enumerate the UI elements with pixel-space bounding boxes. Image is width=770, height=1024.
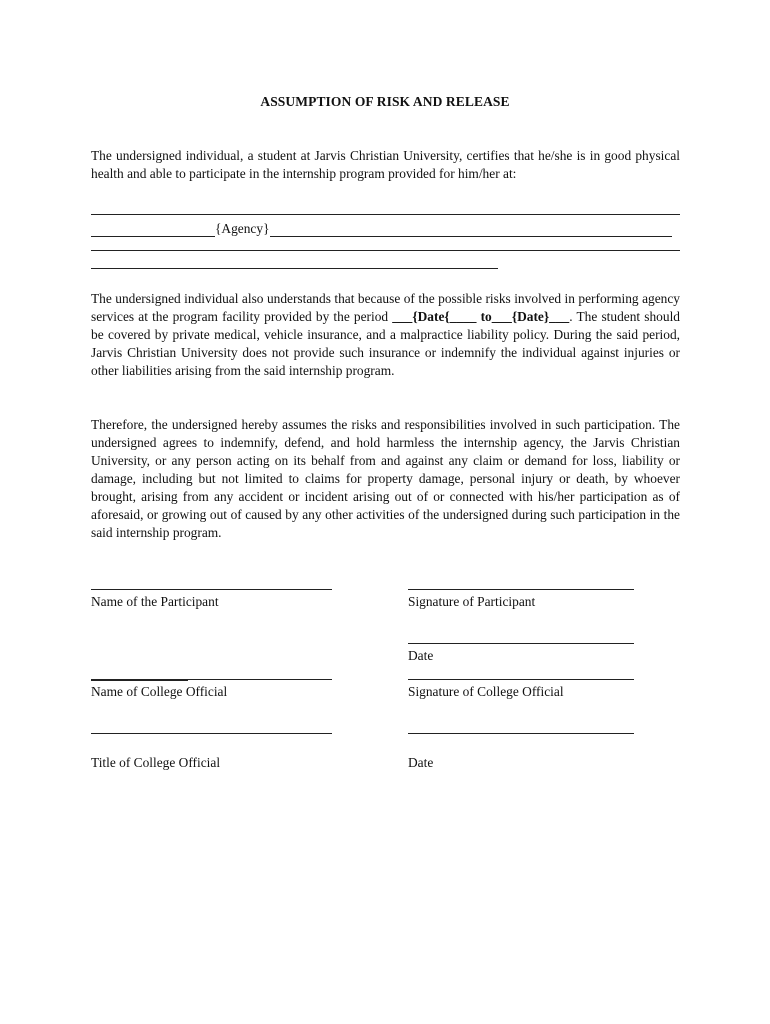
- participant-signature-line[interactable]: [408, 589, 634, 590]
- official-name-line-thick: [91, 679, 188, 681]
- agency-blank-right: [270, 223, 673, 237]
- release-paragraph: Therefore, the undersigned hereby assumes the risks and responsibilities involved in such participation. The undersigned agrees to indemnify, defend, and hold harmless the internship agency, the Jarvis Christian University, or any person acting on its behalf from and against any claim or demand for loss, liability or damage, including but not limited to claims for property damage, personal injury or death, by whoever brought, arising from any accident or incident arising out of or connected with his/her participation as of aforesaid, or growing out of caused by any other activities of the undersigned during such participation in the said internship program.: [91, 417, 680, 540]
- participant-signature-label: Signature of Participant: [408, 594, 536, 609]
- date-range-placeholder[interactable]: ___{Date{____ to___{Date}___: [392, 309, 570, 324]
- official-name-label: Name of College Official: [91, 684, 228, 699]
- document-title: ASSUMPTION OF RISK AND RELEASE: [260, 94, 510, 109]
- risk-paragraph-part2: . The student should be covered by private medical, vehicle insurance, and a malpractice liability policy. During the said period, Jarvis Christian University does not provide such insurance or indemnify the individual against injuries or other liabilities arising from the said internship program.: [91, 309, 680, 378]
- official-date-line[interactable]: [408, 733, 634, 734]
- official-signature-label: Signature of College Official: [408, 684, 564, 699]
- official-date-label: Date: [408, 755, 434, 770]
- agency-blank-line-1[interactable]: [91, 214, 680, 215]
- participant-name-label: Name of the Participant: [91, 594, 219, 609]
- official-title-line[interactable]: [91, 733, 332, 734]
- intro-paragraph: The undersigned individual, a student at Jarvis Christian University, certifies that he/she is in good physical health and able to participate in the internship program provided for him/her at:: [91, 148, 680, 181]
- agency-placeholder: {Agency}: [215, 221, 270, 236]
- participant-name-line[interactable]: [91, 589, 332, 590]
- official-title-label: Title of College Official: [91, 755, 221, 770]
- official-signature-line[interactable]: [408, 679, 634, 680]
- agency-blank-left: [91, 223, 215, 237]
- risk-paragraph: [91, 290, 680, 380]
- participant-date-label: Date: [408, 648, 434, 663]
- official-name-line[interactable]: [188, 679, 332, 680]
- participant-date-line[interactable]: [408, 643, 634, 644]
- agency-blank-line-4[interactable]: [91, 268, 498, 269]
- agency-line[interactable]: [91, 219, 680, 237]
- risk-paragraph-part1: The undersigned individual also understands that because of the possible risks involved in performing agency services at the program facility provided by the period: [91, 291, 680, 324]
- agency-blank-line-3[interactable]: [91, 250, 680, 251]
